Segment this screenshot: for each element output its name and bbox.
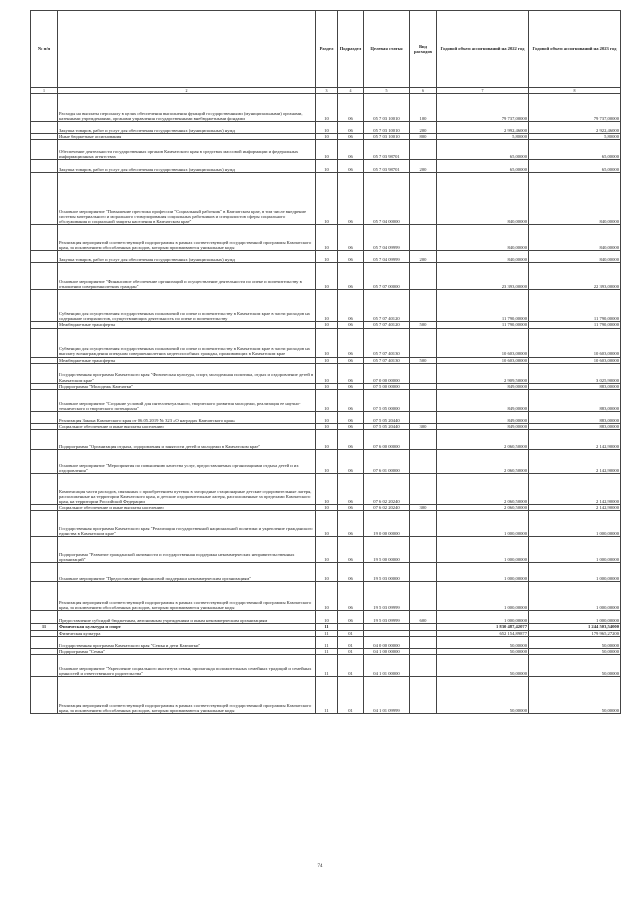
row-csr: 05 7 07 00000 [364,263,410,290]
row-vr [410,537,437,563]
row-num [31,655,58,677]
row-podrazdel: 06 [338,450,364,474]
row-vr [410,390,437,412]
row-name: Государственная программа Камчатского края "Реализация государственной национальной политики и укрепление гражданского единства в Камчатском крае" [58,511,316,537]
row-vr [410,290,437,322]
row-num [31,328,58,357]
row-name: Основное мероприятие "Мероприятия по повышению качества услуг, предоставляемых организациями отдыха детей и их оздоровления" [58,450,316,474]
row-amount-2023: 1 000,00000 [529,511,621,537]
row-num [31,677,58,714]
row-name: Реализация мероприятий соответствующей подпрограммы в рамках соответствующей государственной программы Камчатского края, за исключением обособленных расходов, которым присваиваются уникальные коды [58,677,316,714]
row-amount-2023: 11 790,00000 [529,322,621,328]
row-amount-2022: 849,00000 [437,390,529,412]
row-num [31,430,58,450]
row-razdel: 10 [316,173,338,225]
row-podrazdel: 06 [338,474,364,505]
row-razdel: 10 [316,225,338,251]
row-razdel: 11 [316,655,338,677]
row-amount-2023: 5,80000 [529,134,621,140]
row-csr: 05 7 03 98701 [364,160,410,173]
row-razdel: 10 [316,563,338,582]
row-razdel: 10 [316,511,338,537]
row-csr: 19 5 00 00000 [364,537,410,563]
row-csr: 05 7 03 10010 [364,122,410,134]
row-amount-2022: 2 060,50000 [437,474,529,505]
row-name: Государственная программа Камчатского края "Семья и дети Камчатки" [58,636,316,648]
row-razdel: 10 [316,611,338,624]
row-amount-2022: 50,00000 [437,636,529,648]
row-num [31,160,58,173]
table-row [31,173,621,225]
row-podrazdel: 06 [338,390,364,412]
row-podrazdel: 06 [338,582,364,611]
row-csr: 05 7 03 10010 [364,94,410,122]
row-amount-2023: 3 025,90000 [529,363,621,383]
row-csr: 04 1 01 00000 [364,655,410,677]
row-amount-2023: 179 965,27200 [529,630,621,636]
row-name: Межбюджетные трансферты [58,322,316,328]
row-podrazdel: 06 [338,94,364,122]
header-2023: Годовой объем ассигнований на 2023 год [529,11,621,88]
row-num [31,636,58,648]
row-amount-2023: 22 393,00000 [529,263,621,290]
row-name: Предоставление субсидий бюджетным, автономным учреждениям и иным некоммерческим организациям [58,611,316,624]
row-num [31,140,58,160]
row-csr: 07 5 00 00000 [364,383,410,389]
row-razdel: 10 [316,450,338,474]
row-csr: 19 5 03 09999 [364,611,410,624]
row-amount-2022: 1 000,00000 [437,582,529,611]
row-amount-2022: 10 603,00000 [437,328,529,357]
row-num [31,263,58,290]
row-amount-2023: 840,00000 [529,173,621,225]
row-amount-2023: 79 737,00000 [529,94,621,122]
row-amount-2022: 849,00000 [437,412,529,424]
row-csr: 19 5 03 00000 [364,563,410,582]
row-name: Реализация Закона Камчатского края от 06.05.2019 № 323 «О наградах Камчатского края» [58,412,316,424]
row-amount-2022: 65,00000 [437,160,529,173]
table-row [31,363,621,383]
row-amount-2022: 2 909,50000 [437,363,529,383]
table-row [31,290,621,322]
header-num: № п/п [31,11,58,88]
row-razdel: 10 [316,412,338,424]
row-amount-2022: 11 790,00000 [437,322,529,328]
row-podrazdel: 06 [338,225,364,251]
row-vr: 200 [410,251,437,263]
row-csr: 05 7 03 10010 [364,134,410,140]
row-vr: 200 [410,122,437,134]
row-num [31,122,58,134]
row-csr: 05 7 07 40130 [364,328,410,357]
row-name: Основное мероприятие "Создание условий для интеллектуального, творческого развития молодежи, реализация ее научно-технического и творческого потенциала" [58,390,316,412]
row-name: Подпрограмма "Развитие гражданской активности и государственная поддержка некоммерческих неправительственных организаций" [58,537,316,563]
row-vr: 500 [410,357,437,363]
row-razdel: 10 [316,94,338,122]
row-vr [410,511,437,537]
row-amount-2023: 11 790,00000 [529,290,621,322]
row-name: Основное мероприятие "Финансовое обеспечение организаций и осуществление деятельности по опеке и попечительству в отношении совершеннолетних граждан" [58,263,316,290]
table-header-row [31,11,621,88]
table-row [31,122,621,134]
table-row [31,537,621,563]
colnum: 1 [31,88,58,94]
table-row [31,412,621,424]
row-name: Подпрограмма "Организация отдыха, оздоровления и занятости детей и молодежи в Камчатском крае" [58,430,316,450]
row-vr: 200 [410,160,437,173]
row-num [31,173,58,225]
header-razdel: Раздел [316,11,338,88]
row-amount-2023: 2 922,46000 [529,122,621,134]
row-vr [410,173,437,225]
table-row [31,430,621,450]
row-amount-2022: 11 790,00000 [437,290,529,322]
row-name: Межбюджетные трансферты [58,357,316,363]
row-csr: 19 5 03 09999 [364,582,410,611]
row-name: Закупка товаров, работ и услуг для обеспечения государственных (муниципальных) нужд [58,251,316,263]
table-row [31,611,621,624]
row-vr [410,412,437,424]
row-amount-2023: 50,00000 [529,677,621,714]
row-csr: 19 0 00 00000 [364,511,410,537]
row-podrazdel: 01 [338,630,364,636]
row-podrazdel: 06 [338,263,364,290]
row-amount-2022: 849,00000 [437,383,529,389]
row-amount-2023: 1 000,00000 [529,563,621,582]
row-amount-2023: 1 000,00000 [529,582,621,611]
row-razdel: 10 [316,430,338,450]
row-amount-2022: 23 393,00000 [437,263,529,290]
row-amount-2023: 883,00000 [529,383,621,389]
row-vr: 300 [410,424,437,430]
row-name: Субвенции для осуществления государственных полномочий по опеке и попечительству в Камчатском крае в части расходов на выплату вознаграждения опекунам совершеннолетних недееспособных граждан, проживающих в Камчатском крае [58,328,316,357]
row-name: Подпрограмма "Семья" [58,648,316,654]
row-amount-2022: 849,00000 [437,424,529,430]
row-podrazdel: 06 [338,611,364,624]
row-num [31,563,58,582]
row-name: Основное мероприятие "Предоставление финансовой поддержки некоммерческим организациям" [58,563,316,582]
header-2022: Годовой объем ассигнований на 2022 год [437,11,529,88]
row-csr: 05 7 04 00000 [364,173,410,225]
row-name: Физическая культура [58,630,316,636]
row-amount-2023: 50,00000 [529,648,621,654]
row-vr [410,430,437,450]
row-num [31,582,58,611]
row-podrazdel: 06 [338,505,364,511]
row-amount-2023: 840,00000 [529,225,621,251]
row-amount-2023: 65,00000 [529,160,621,173]
row-amount-2023: 1 244 503,54000 [529,624,621,630]
row-amount-2023: 883,00000 [529,390,621,412]
row-razdel: 10 [316,122,338,134]
row-razdel: 10 [316,290,338,322]
row-name: Реализация мероприятий соответствующей подпрограммы в рамках соответствующей государственной программы Камчатского края, за исключением обособленных расходов, которым присваиваются уникальные коды [58,582,316,611]
row-razdel: 10 [316,383,338,389]
colnum: 8 [529,88,621,94]
row-vr [410,363,437,383]
row-razdel: 10 [316,537,338,563]
row-num: 11 [31,624,58,630]
row-razdel: 11 [316,636,338,648]
row-name: Субвенции для осуществления государственных полномочий по опеке и попечительству в Камчатском крае в части расходов на содержание специалистов, осуществляющих деятельность по опеке и попечительству [58,290,316,322]
row-vr [410,582,437,611]
table-row [31,225,621,251]
header-csr: Целевая статья [364,11,410,88]
row-amount-2023: 50,00000 [529,655,621,677]
table-row [31,511,621,537]
row-razdel: 11 [316,624,338,630]
table-row [31,251,621,263]
colnum: 7 [437,88,529,94]
row-vr [410,225,437,251]
row-csr: 05 7 07 40120 [364,290,410,322]
row-razdel: 10 [316,322,338,328]
row-podrazdel: 06 [338,511,364,537]
table-row [31,655,621,677]
row-podrazdel: 06 [338,430,364,450]
row-razdel: 10 [316,328,338,357]
row-num [31,474,58,505]
row-amount-2022: 652 154,89877 [437,630,529,636]
row-csr: 05 7 07 40130 [364,357,410,363]
row-num [31,450,58,474]
row-num [31,94,58,122]
page-number: 74 [317,864,323,869]
header-vr: Вид расходов [410,11,437,88]
row-podrazdel: 06 [338,322,364,328]
row-name: Физическая культура и спорт [58,624,316,630]
row-razdel: 11 [316,648,338,654]
row-podrazdel: 01 [338,677,364,714]
row-podrazdel: 06 [338,173,364,225]
table-row [31,582,621,611]
row-amount-2023: 2 142,90000 [529,505,621,511]
row-name: Социальное обеспечение и иные выплаты населению [58,505,316,511]
row-name: Основное мероприятие "Повышение престижа профессии "Социальный работник" в Камчатском крае, в том числе внедрение системы материального и морального стимулирования социальных работников и специалистов сферы социального обслуживания и социальной защиты населения в Камчатском крае" [58,173,316,225]
colnum: 6 [410,88,437,94]
row-amount-2023: 65,00000 [529,140,621,160]
row-amount-2023: 50,00000 [529,636,621,648]
row-amount-2022: 10 603,00000 [437,357,529,363]
colnum: 2 [58,88,316,94]
row-podrazdel: 06 [338,563,364,582]
colnum: 5 [364,88,410,94]
row-razdel: 10 [316,582,338,611]
row-csr: 07 6 02 20240 [364,474,410,505]
row-csr: 05 7 07 40120 [364,322,410,328]
row-vr: 300 [410,505,437,511]
row-vr: 100 [410,94,437,122]
row-vr [410,450,437,474]
row-amount-2022: 840,00000 [437,251,529,263]
row-csr: 07 0 00 00000 [364,363,410,383]
row-vr [410,677,437,714]
row-podrazdel: 06 [338,140,364,160]
row-vr: 500 [410,322,437,328]
row-amount-2022: 1 000,00000 [437,611,529,624]
header-podrazdel: Подраздел [338,11,364,88]
row-razdel: 10 [316,390,338,412]
row-podrazdel: 06 [338,122,364,134]
row-amount-2023: 2 142,90000 [529,474,621,505]
row-amount-2023: 2 142,90000 [529,450,621,474]
row-csr: 07 5 05 20440 [364,424,410,430]
row-csr: 04 1 01 09999 [364,677,410,714]
row-vr [410,140,437,160]
table-row [31,636,621,648]
budget-table [30,10,621,714]
row-num [31,412,58,424]
row-podrazdel: 06 [338,412,364,424]
row-csr: 07 5 05 20440 [364,412,410,424]
row-podrazdel: 06 [338,357,364,363]
row-amount-2022: 1 000,00000 [437,563,529,582]
row-razdel: 10 [316,263,338,290]
row-podrazdel: 06 [338,134,364,140]
row-csr: 04 0 00 00000 [364,636,410,648]
row-podrazdel: 06 [338,537,364,563]
row-podrazdel: 06 [338,160,364,173]
row-csr: 05 7 04 09999 [364,251,410,263]
row-podrazdel: 01 [338,655,364,677]
row-name: Компенсация части расходов, связанных с приобретением путевок в загородные стационарные детские оздоровительные лагеря, расположенные на территории Камчатского края, и детские оздоровительные лагеря, расположенные за пределами Камчатского края, на территории Российской Федерации [58,474,316,505]
row-amount-2023: 1 000,00000 [529,537,621,563]
row-amount-2022: 2 060,50000 [437,505,529,511]
row-amount-2023: 2 142,90000 [529,430,621,450]
row-name: Реализация мероприятий соответствующей подпрограммы в рамках соответствующей государственной программы Камчатского края, за исключением обособленных расходов, которым присваиваются уникальные коды [58,225,316,251]
row-num [31,390,58,412]
row-amount-2022: 65,00000 [437,140,529,160]
table-row [31,140,621,160]
row-amount-2022: 1 830 487,42077 [437,624,529,630]
row-podrazdel: 01 [338,648,364,654]
row-podrazdel: 01 [338,636,364,648]
row-csr: 07 6 00 00000 [364,430,410,450]
row-num [31,251,58,263]
row-name: Иные бюджетные ассигнования [58,134,316,140]
row-razdel: 11 [316,677,338,714]
row-razdel: 10 [316,505,338,511]
row-razdel: 10 [316,140,338,160]
table-row [31,328,621,357]
table-row [31,390,621,412]
colnum: 4 [338,88,364,94]
row-amount-2023: 1 000,00000 [529,611,621,624]
row-vr [410,563,437,582]
row-podrazdel: 06 [338,363,364,383]
row-amount-2023: 883,00000 [529,424,621,430]
row-amount-2022: 79 737,00000 [437,94,529,122]
row-name: Закупка товаров, работ и услуг для обеспечения государственных (муниципальных) нужд [58,122,316,134]
row-csr: 05 7 04 09999 [364,225,410,251]
row-num [31,611,58,624]
table-row [31,677,621,714]
row-amount-2022: 2 992,46000 [437,122,529,134]
row-podrazdel: 06 [338,251,364,263]
row-num [31,363,58,383]
row-num [31,290,58,322]
row-vr [410,474,437,505]
row-razdel: 10 [316,474,338,505]
row-vr [410,636,437,648]
row-amount-2022: 2 060,50000 [437,430,529,450]
row-csr: 07 6 01 00000 [364,450,410,474]
row-csr: 05 7 03 98701 [364,140,410,160]
row-vr [410,263,437,290]
row-amount-2022: 840,00000 [437,225,529,251]
row-name: Государственная программа Камчатского края "Физическая культура, спорт, молодежная политика, отдых и оздоровление детей в Камчатском крае" [58,363,316,383]
row-razdel: 10 [316,251,338,263]
row-name: Подпрограмма "Молодежь Камчатки" [58,383,316,389]
budget-table-page [30,10,620,714]
row-amount-2022: 2 060,50000 [437,450,529,474]
row-podrazdel: 06 [338,328,364,357]
row-amount-2023: 840,00000 [529,251,621,263]
row-name: Социальное обеспечение и иные выплаты населению [58,424,316,430]
row-vr: 600 [410,611,437,624]
row-name: Расходы на выплаты персоналу в целях обеспечения выполнения функций государственными (муниципальными) органами, казенными учреждениями, органами управления государственными внебюджетными фондами [58,94,316,122]
row-podrazdel: 06 [338,424,364,430]
row-razdel: 10 [316,160,338,173]
colnum: 3 [316,88,338,94]
row-razdel: 10 [316,357,338,363]
row-podrazdel: 06 [338,290,364,322]
row-num [31,537,58,563]
table-row [31,563,621,582]
table-body [31,94,621,714]
row-amount-2022: 50,00000 [437,655,529,677]
row-name: Основное мероприятие "Укрепление социального института семьи, пропаганда положительных семейных традиций и семейных ценностей и ответственного родительства" [58,655,316,677]
row-name: Закупка товаров, работ и услуг для обеспечения государственных (муниципальных) нужд [58,160,316,173]
row-razdel: 11 [316,630,338,636]
row-amount-2023: 10 603,00000 [529,328,621,357]
row-amount-2023: 10 603,00000 [529,357,621,363]
row-name: Обеспечение деятельности государственных органов Камчатского края в средствах массовой информации и федеральных информационных агентствах [58,140,316,160]
row-amount-2022: 5,80000 [437,134,529,140]
row-podrazdel: 06 [338,383,364,389]
table-row [31,160,621,173]
row-razdel: 10 [316,424,338,430]
row-csr: 07 6 02 20240 [364,505,410,511]
row-csr: 07 5 05 00000 [364,390,410,412]
row-vr [410,328,437,357]
row-amount-2022: 50,00000 [437,677,529,714]
row-vr [410,655,437,677]
row-amount-2022: 1 000,00000 [437,511,529,537]
row-num [31,225,58,251]
table-row [31,474,621,505]
row-amount-2023: 883,00000 [529,412,621,424]
table-row [31,94,621,122]
row-csr: 04 1 00 00000 [364,648,410,654]
table-row [31,450,621,474]
table-row [31,263,621,290]
row-amount-2022: 1 000,00000 [437,537,529,563]
row-razdel: 10 [316,363,338,383]
row-vr: 800 [410,134,437,140]
row-amount-2022: 50,00000 [437,648,529,654]
row-amount-2022: 840,00000 [437,173,529,225]
row-num [31,511,58,537]
row-razdel: 10 [316,134,338,140]
header-name [58,11,316,88]
